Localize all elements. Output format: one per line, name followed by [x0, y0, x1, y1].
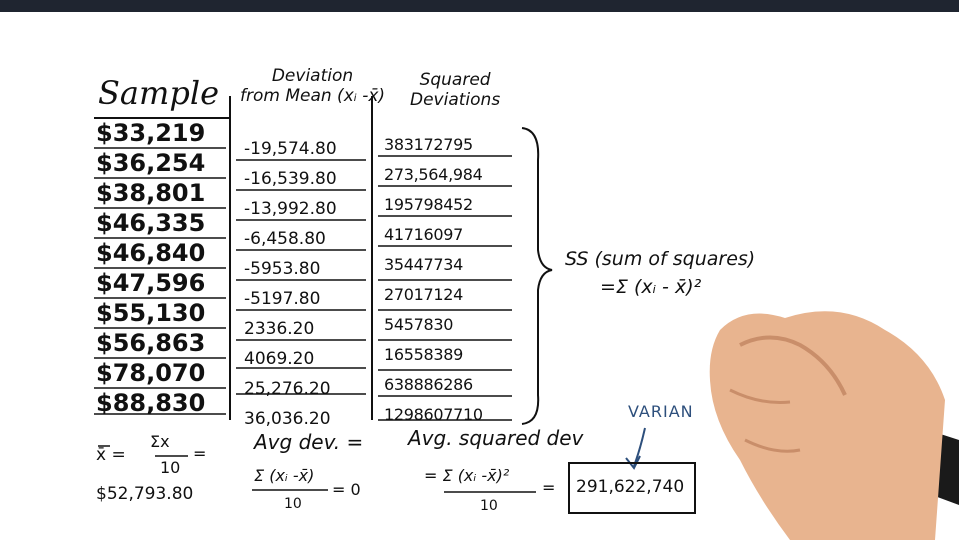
- squared-column: [380, 130, 520, 430]
- mean-symbol: x̄ =: [96, 445, 126, 465]
- deviation-cell: 2336.20: [244, 319, 315, 339]
- deviation-cell: 36,036.20: [244, 409, 331, 429]
- avg-dev-label: Avg dev. =: [254, 430, 364, 454]
- squared-cell: 1298607710: [384, 405, 483, 424]
- sample-cell: $47,596: [96, 269, 206, 297]
- sample-cell: $33,219: [96, 119, 206, 147]
- deviation-column: [238, 134, 368, 434]
- sum-of-squares-formula: =Σ (xᵢ - x̄)²: [600, 276, 702, 298]
- mean-fraction-numerator: Σx: [150, 432, 170, 451]
- sample-cell: $38,801: [96, 179, 206, 207]
- header-squared-line2: Deviations: [410, 90, 501, 110]
- squared-cell: 16558389: [384, 345, 464, 364]
- squared-cell: 195798452: [384, 195, 473, 214]
- sample-cell: $46,335: [96, 209, 206, 237]
- squared-cell: 41716097: [384, 225, 464, 244]
- video-top-bar: [0, 0, 959, 12]
- variance-label: VARIAN: [628, 402, 694, 421]
- squared-cell: 35447734: [384, 255, 464, 274]
- squared-cell: 638886286: [384, 375, 473, 394]
- avg-dev-numerator: Σ (xᵢ -x̄): [254, 466, 315, 485]
- avg-squared-dev-label: Avg. squared dev: [408, 426, 584, 450]
- sample-cell: $88,830: [96, 389, 206, 417]
- header-squared-line1: Squared: [419, 70, 491, 90]
- avg-squared-dev-numerator: = Σ (xᵢ -x̄)²: [424, 466, 510, 485]
- mean-equals: =: [193, 444, 207, 463]
- deviation-cell: -13,992.80: [244, 199, 337, 219]
- header-squared: [410, 70, 500, 110]
- deviation-cell: -6,458.80: [244, 229, 326, 249]
- variance-box: [568, 462, 696, 514]
- mean-fraction-denominator: 10: [160, 458, 181, 477]
- deviation-cell: -5953.80: [244, 259, 321, 279]
- header-sample: Sample: [98, 74, 219, 112]
- sum-of-squares-label: SS (sum of squares): [565, 248, 756, 270]
- mean-value: $52,793.80: [96, 484, 194, 504]
- squared-cell: 27017124: [384, 285, 464, 304]
- sample-column: [96, 118, 226, 418]
- squared-cell: 383172795: [384, 135, 473, 154]
- avg-dev-result: = 0: [332, 480, 361, 499]
- sample-cell: $78,070: [96, 359, 206, 387]
- sample-cell: $55,130: [96, 299, 206, 327]
- deviation-cell: 25,276.20: [244, 379, 331, 399]
- variance-value: 291,622,740: [576, 477, 685, 497]
- squared-cell: 273,564,984: [384, 165, 483, 184]
- deviation-cell: -5197.80: [244, 289, 321, 309]
- squared-cell: 5457830: [384, 315, 454, 334]
- sample-cell: $56,863: [96, 329, 206, 357]
- sample-cell: $36,254: [96, 149, 206, 177]
- header-deviation-line1: Deviation: [271, 66, 354, 86]
- sample-cell: $46,840: [96, 239, 206, 267]
- deviation-cell: -19,574.80: [244, 139, 337, 159]
- deviation-cell: 4069.20: [244, 349, 315, 369]
- avg-squared-dev-equals: =: [542, 478, 556, 497]
- header-deviation: [240, 66, 385, 106]
- deviation-cell: -16,539.80: [244, 169, 337, 189]
- header-deviation-line2: from Mean (xᵢ -x̄): [240, 86, 386, 106]
- avg-dev-denominator: 10: [284, 496, 302, 512]
- avg-squared-dev-denominator: 10: [480, 498, 498, 514]
